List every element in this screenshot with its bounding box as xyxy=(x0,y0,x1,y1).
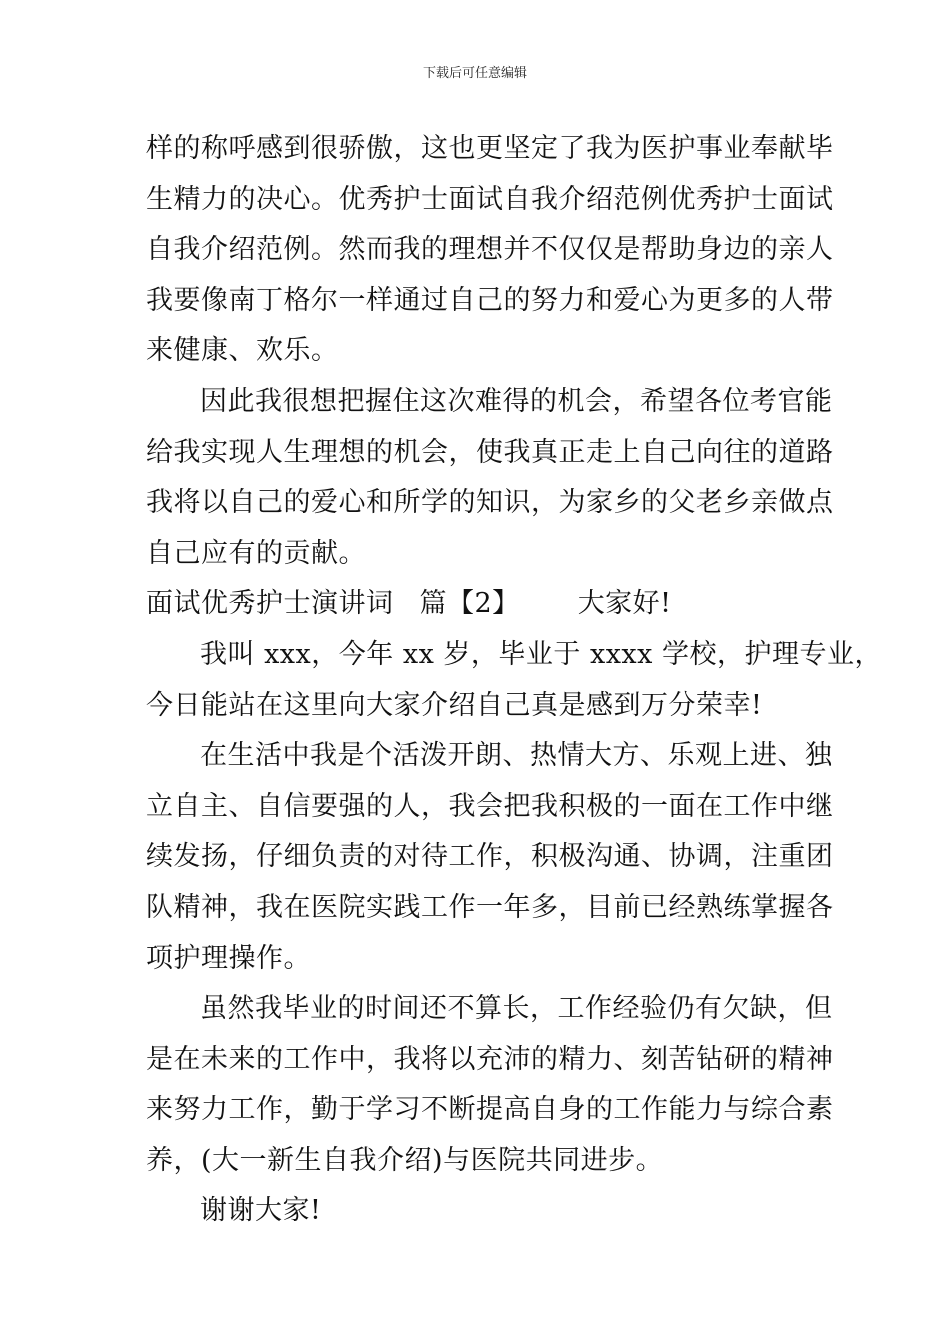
paragraph xyxy=(146,984,834,1186)
text-line: 因此我很想把握住这次难得的机会，希望各位考官能 xyxy=(200,385,833,417)
greeting: 大家好! xyxy=(577,588,672,620)
text-line: 自我介绍范例。然而我的理想并不仅仅是帮助身边的亲人 xyxy=(146,234,834,266)
text-line: 自己应有的贡献。 xyxy=(146,537,366,569)
text-line: 项护理操作。 xyxy=(146,942,311,974)
text-line: 养，(大一新生自我介绍)与医院共同进步。 xyxy=(146,1144,664,1176)
text-line: 在生活中我是个活泼开朗、热情大方、乐观上进、独 xyxy=(200,740,833,772)
text-line: 生精力的决心。优秀护士面试自我介绍范例优秀护士面试 xyxy=(146,183,834,215)
paragraph xyxy=(146,1186,816,1237)
text-line: 是在未来的工作中，我将以充沛的精力、刻苦钻研的精神 xyxy=(146,1043,834,1075)
text-line: 来努力工作，勤于学习不断提高自身的工作能力与综合素 xyxy=(146,1094,834,1126)
paragraph xyxy=(146,630,882,731)
paragraph xyxy=(146,731,834,984)
document-body xyxy=(146,124,882,1237)
text-line: 来健康、欢乐。 xyxy=(146,335,339,367)
text-line: 今日能站在这里向大家介绍自己真是感到万分荣幸! xyxy=(146,689,763,721)
section-title: 面试优秀护士演讲词 xyxy=(146,588,394,620)
text-line: 我叫 xxx，今年 xx 岁，毕业于 xxxx 学校，护理专业， xyxy=(200,638,882,670)
text-line: 谢谢大家! xyxy=(200,1195,322,1227)
text-line: 样的称呼感到很骄傲，这也更坚定了我为医护事业奉献毕 xyxy=(146,133,834,164)
text-line: 队精神，我在医院实践工作一年多，目前已经熟练掌握各 xyxy=(146,891,834,923)
section-number: 篇【2】 xyxy=(419,588,520,620)
paragraph xyxy=(146,377,834,579)
section-heading xyxy=(146,579,816,630)
text-line: 我要像南丁格尔一样通过自己的努力和爱心为更多的人带 xyxy=(146,284,834,316)
page-header: 下载后可任意编辑 xyxy=(422,66,527,81)
text-line: 立自主、自信要强的人，我会把我积极的一面在工作中继 xyxy=(146,790,834,822)
paragraph xyxy=(146,124,834,377)
text-line: 续发扬，仔细负责的对待工作，积极沟通、协调，注重团 xyxy=(146,841,834,873)
text-line: 虽然我毕业的时间还不算长，工作经验仍有欠缺，但 xyxy=(200,993,833,1025)
text-line: 给我实现人生理想的机会，使我真正走上自己向往的道路 xyxy=(146,436,834,468)
text-line: 我将以自己的爱心和所学的知识，为家乡的父老乡亲做点 xyxy=(146,487,834,519)
